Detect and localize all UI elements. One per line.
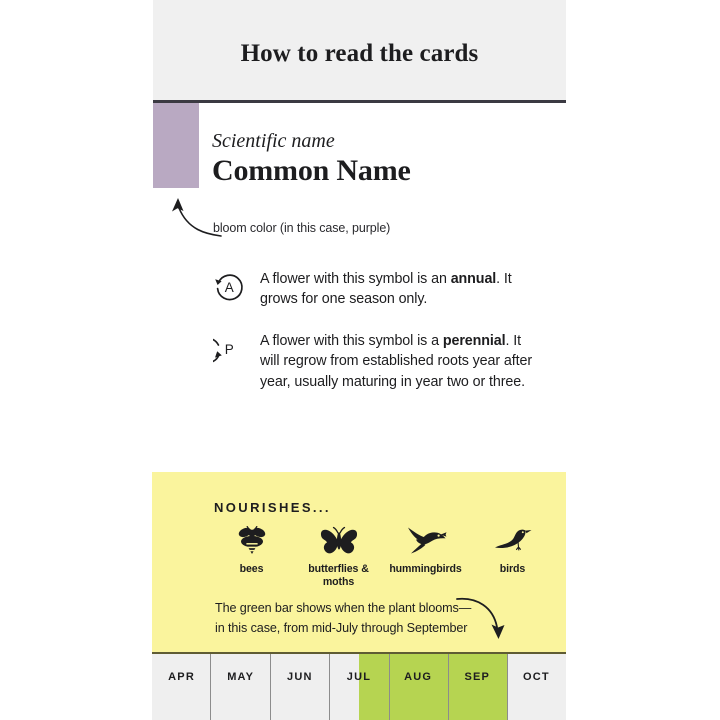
nourishes-panel	[152, 472, 566, 652]
green-bar-callout-arrow-icon	[455, 593, 517, 645]
page-title: How to read the cards	[240, 40, 479, 67]
month-label-aug: AUG	[404, 671, 433, 683]
critter-label: bees	[239, 563, 264, 575]
month-cell-may[interactable]	[211, 654, 270, 720]
month-label-jul: JUL	[346, 671, 372, 683]
nourishes-title: NOURISHES...	[214, 500, 331, 515]
header-band	[153, 0, 566, 100]
critter-item-hummingbirds	[382, 522, 469, 589]
month-label-may: MAY	[227, 671, 255, 683]
bloom-period-highlight	[359, 654, 507, 720]
perennial-symbol-icon	[213, 333, 245, 365]
green-bar-note-line1: The green bar shows when the plant blooms—	[215, 601, 472, 615]
annual-explainer-row	[213, 269, 543, 310]
hummingbird-icon	[382, 522, 469, 556]
critter-item-bees	[208, 522, 295, 589]
month-cell-jun[interactable]	[271, 654, 330, 720]
month-cell-oct[interactable]	[508, 654, 566, 720]
month-label-sep: SEP	[464, 671, 491, 683]
month-label-apr: APR	[168, 671, 195, 683]
month-divider	[389, 654, 390, 720]
green-bar-note	[215, 599, 485, 638]
card-name-block	[212, 130, 552, 189]
critter-item-butterflies	[295, 522, 382, 589]
svg-text:P: P	[224, 342, 234, 358]
common-name: Common Name	[212, 154, 411, 187]
butterfly-icon	[295, 522, 382, 556]
bloom-color-caption: bloom color (in this case, purple)	[213, 221, 391, 235]
scientific-name: Scientific name	[212, 130, 335, 152]
critter-list	[208, 522, 558, 589]
month-label-jun: JUN	[287, 671, 313, 683]
month-cell-apr[interactable]	[152, 654, 211, 720]
month-divider	[448, 654, 449, 720]
critter-item-birds	[469, 522, 556, 589]
svg-text:A: A	[224, 280, 234, 296]
critter-label: birds	[499, 563, 526, 575]
bee-icon	[208, 522, 295, 556]
perennial-explainer-text: A flower with this symbol is a perennial. It will regrow from established roots year after year, usually maturing in year two or three.	[260, 333, 533, 390]
green-bar-note-line2: in this case, from mid-July through September	[215, 620, 468, 635]
annual-symbol-icon	[213, 271, 245, 303]
annual-explainer-text: A flower with this symbol is an annual. It grows for one season only.	[260, 271, 512, 308]
perennial-explainer-row	[213, 331, 543, 392]
critter-label: butterflies & moths	[308, 563, 369, 589]
bird-icon	[469, 522, 556, 556]
critter-label: hummingbirds	[389, 563, 462, 575]
month-label-oct: OCT	[523, 671, 550, 683]
header-divider-rule	[153, 100, 566, 103]
bloom-color-swatch	[153, 103, 199, 188]
bloom-color-callout-arrow-icon	[166, 196, 222, 242]
